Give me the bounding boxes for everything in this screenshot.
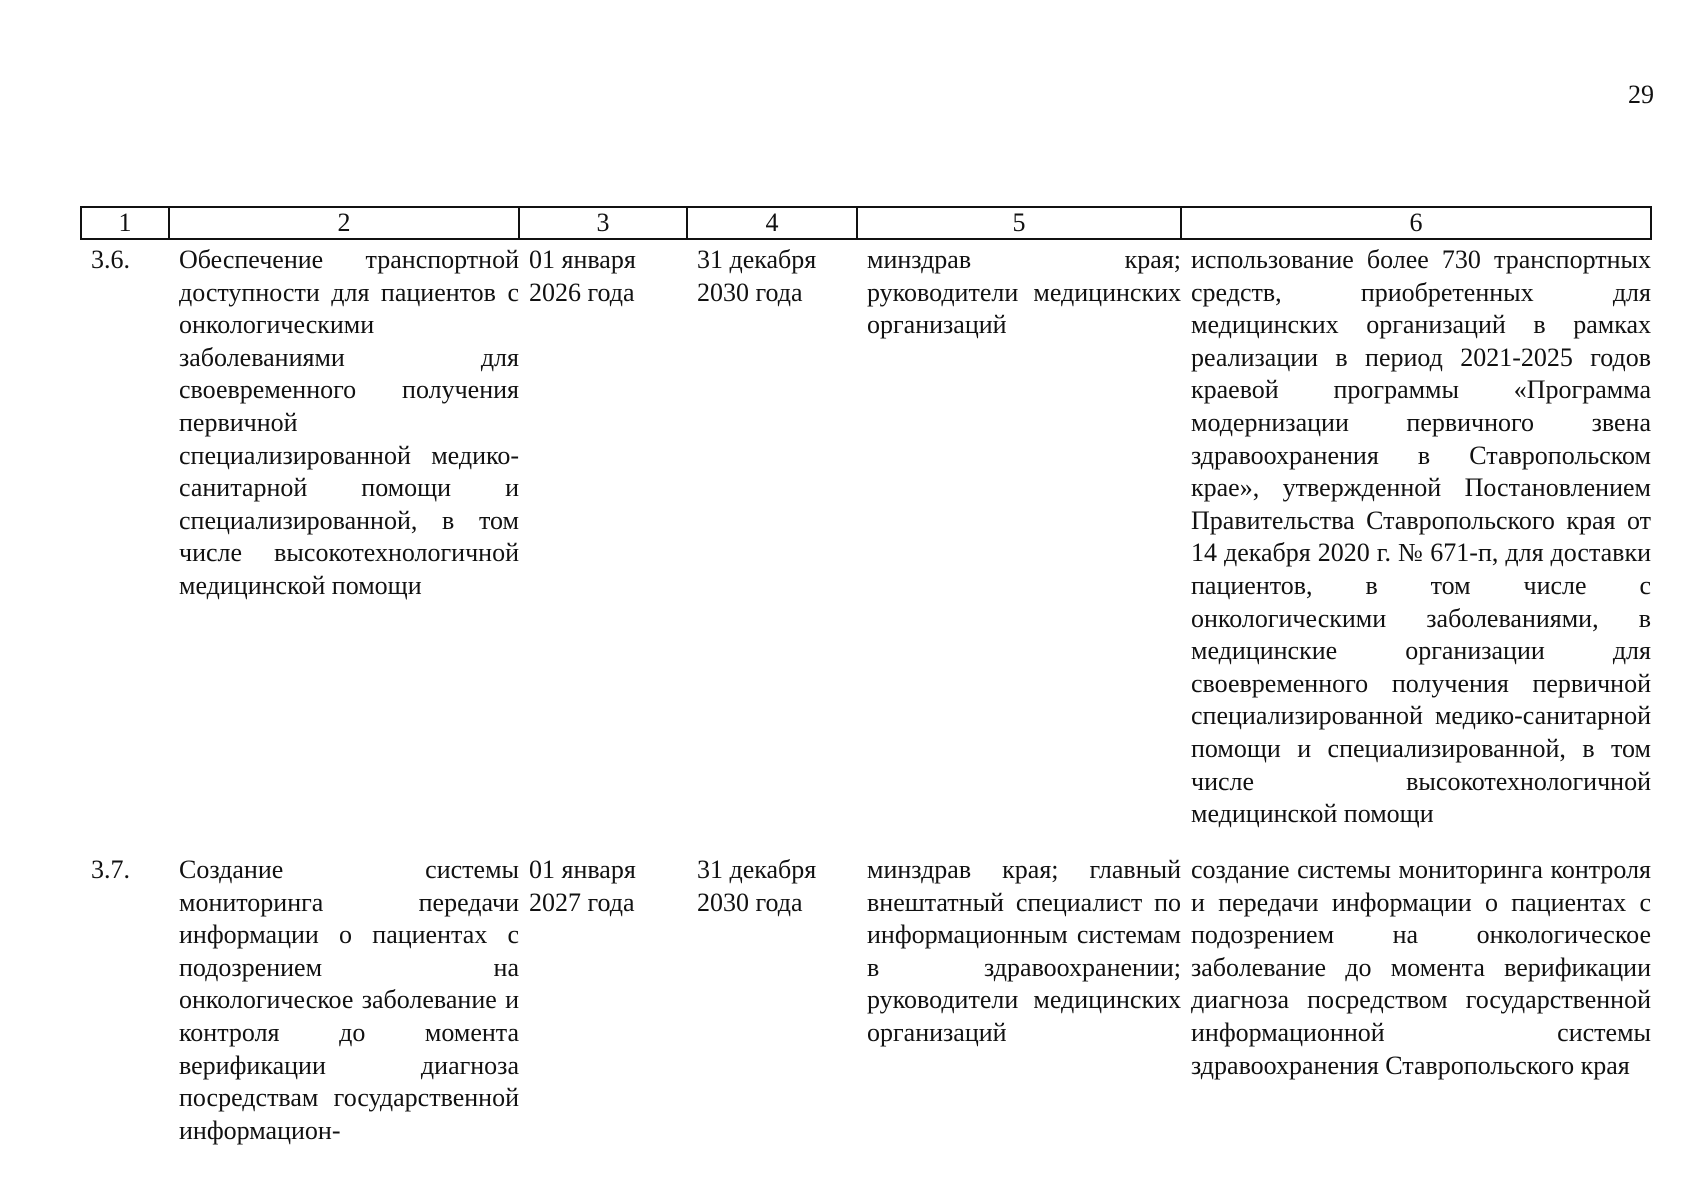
- measure-cell: Создание системы мониторинга передачи информации о пациентах с подозрением на онкологическое заболевание и контроля до момента верификации диагноза посредствам государственной информацион-: [179, 855, 519, 1145]
- table-header-row: [81, 207, 1651, 239]
- column-header: 5: [857, 207, 1181, 239]
- row-number: 3.7.: [91, 855, 130, 884]
- page-number: 29: [1628, 80, 1654, 109]
- start-date-cell: 01 января 2026 года: [529, 245, 636, 307]
- column-header: 1: [81, 207, 169, 239]
- responsible-cell: минздрав края; руководители медицинских организаций: [867, 245, 1181, 340]
- column-header: 6: [1181, 207, 1651, 239]
- result-cell: создание системы мониторинга контроля и передачи информации о пациентах с подозрением на онкологическое заболевание до момента верификации диагноза посредством государственной информационной системы здравоохранения Ставропольского края: [1191, 855, 1651, 1080]
- column-header: 3: [519, 207, 687, 239]
- table-row: [81, 850, 1651, 1147]
- measures-table: [80, 206, 1652, 1147]
- end-date-cell: 31 декабря 2030 года: [697, 855, 817, 917]
- responsible-cell: минздрав края; главный внештатный специалист по информационным системам в здравоохранении; руководители медицинских организаций: [867, 855, 1181, 1047]
- table-row: [81, 239, 1651, 850]
- start-date-cell: 01 января 2027 года: [529, 855, 636, 917]
- row-number: 3.6.: [91, 245, 130, 274]
- column-header: 4: [687, 207, 857, 239]
- end-date-cell: 31 декабря 2030 года: [697, 245, 817, 307]
- measure-cell: Обеспечение транспортной доступности для пациентов с онкологическими заболеваниями для своевременного получения первичной специализированной медико-санитарной помощи и специализированной, в том числе высокотехнологичной медицинской помощи: [179, 245, 519, 600]
- result-cell: использование более 730 транспортных средств, приобретенных для медицинских организаций в рамках реализации в период 2021-2025 годов краевой программы «Программа модернизации первичного звена здравоохранения в Ставропольском крае», утвержденной Постановлением Правительства Ставропольского края от 14 декабря 2020 г. № 671-п, для доставки пациентов, в том числе с онкологическими заболеваниями, в медицинские организации для своевременного получения первичной специализированной медико-санитарной помощи и специализированной, в том числе высокотехнологичной медицинской помощи: [1191, 245, 1651, 829]
- column-header: 2: [169, 207, 519, 239]
